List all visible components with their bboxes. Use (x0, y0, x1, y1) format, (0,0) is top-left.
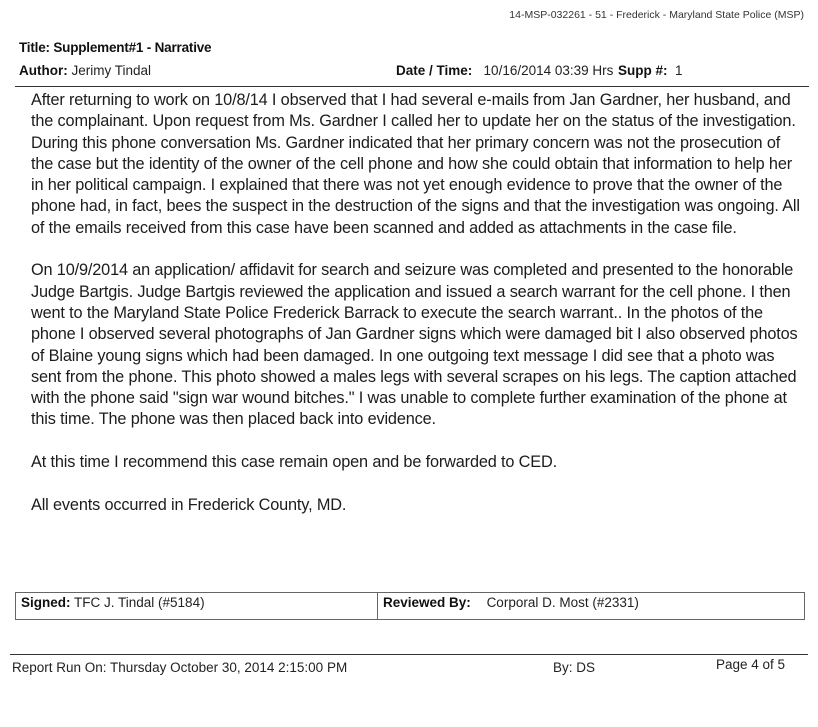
author-field (19, 63, 151, 78)
supp-label: Supp #: (618, 63, 668, 78)
datetime-field (396, 63, 613, 78)
supp-value: 1 (675, 63, 683, 78)
reviewed-label: Reviewed By: (383, 595, 471, 610)
signed-cell (16, 593, 378, 619)
datetime-value: 10/16/2014 03:39 Hrs (483, 63, 614, 78)
narrative-paragraph: After returning to work on 10/8/14 I observed that I had several e-mails from Jan Gardner, her husband, and the complainant. Upon request from Ms. Gardner I called her to update her on the status of the investigation. During this phone conversation Ms. Gardner indicated that her primary concern was not the prosecution of the case but the identity of the owner of the cell phone and how she could obtain that information to help her in her political campaign. I explained that there was not yet enough evidence to prove that the owner of the phone had, in fact, bees the suspect in the destruction of the signs and that the investigation was ongoing. All of the emails received from this case have been scanned and added as attachments in the case file. (31, 91, 800, 237)
signed-value: TFC J. Tindal (#5184) (74, 595, 205, 610)
reviewed-value: Corporal D. Most (#2331) (486, 595, 639, 610)
reviewed-cell (378, 593, 804, 619)
author-label: Author: (19, 63, 68, 78)
signature-box (15, 592, 805, 620)
narrative-body (31, 90, 803, 537)
author-value: Jerimy Tindal (71, 63, 152, 78)
report-footer (12, 657, 807, 682)
case-reference-header: 14-MSP-032261 - 51 - Frederick - Maryland State Police (MSP) (509, 9, 804, 21)
page-number: Page 4 of 5 (716, 657, 786, 672)
footer-divider (10, 654, 808, 655)
header-divider (15, 86, 809, 87)
report-run-timestamp: Report Run On: Thursday October 30, 2014 2:15:00 PM (12, 660, 348, 675)
signed-label: Signed: (21, 595, 71, 610)
report-meta-row (19, 63, 809, 83)
narrative-paragraph: At this time I recommend this case remain open and be forwarded to CED. (31, 453, 557, 472)
supp-field (618, 63, 683, 78)
report-run-by: By: DS (553, 660, 596, 675)
datetime-label: Date / Time: (396, 63, 473, 78)
narrative-paragraph: All events occurred in Frederick County, MD. (31, 495, 347, 514)
report-title: Title: Supplement#1 - Narrative (19, 40, 212, 55)
narrative-paragraph: On 10/9/2014 an application/ affidavit for search and seizure was completed and presented to the honorable Judge Bartgis. Judge Bartgis reviewed the application and issued a search warrant for the cell phone. I then went to the Maryland State Police Frederick Barrack to execute the search warrant.. In the photos of the phone I observed several photographs of Jan Gardner signs which were damaged bit I also observed photos of Blaine young signs which had been damaged. In one outgoing text message I did see that a photo was sent from the phone. This photo showed a males legs with several scrapes on his legs. The caption attached with the phone said "sign war wound bitches." I was unable to complete further examination of the phone at this time. The phone was then placed back into evidence. (31, 261, 798, 429)
